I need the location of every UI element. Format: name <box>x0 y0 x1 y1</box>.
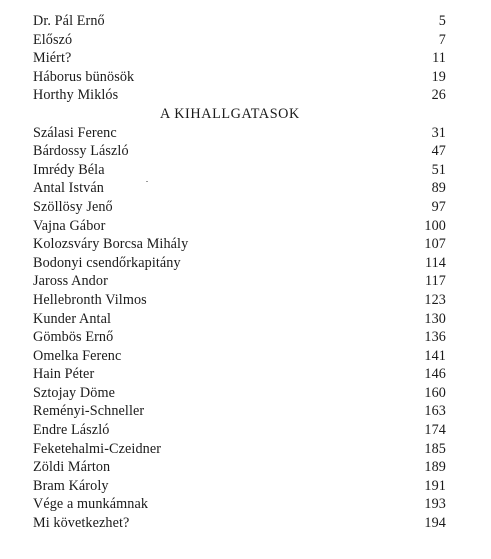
toc-entry-title: Szálasi Ferenc <box>33 124 117 141</box>
toc-entry-title: Mi következhet? <box>33 515 130 532</box>
toc-entry <box>33 477 446 496</box>
toc-entry-page-number: 11 <box>432 50 446 67</box>
toc-entry-title: Bárdossy László <box>33 143 129 160</box>
toc-entry-title: Sztojay Döme <box>33 384 115 401</box>
toc-entry-page-number: 89 <box>431 180 446 197</box>
print-speck <box>146 181 148 182</box>
toc-entry-title: Imrédy Béla <box>33 161 105 178</box>
toc-entry <box>33 12 446 31</box>
toc-entry-page-number: 194 <box>424 515 446 532</box>
toc-entry <box>33 365 446 384</box>
toc-entry <box>33 421 446 440</box>
toc-entry <box>33 458 446 477</box>
toc-entry-title: Antal István <box>33 180 104 197</box>
toc-entry-title: Reményi-Schneller <box>33 403 145 420</box>
table-of-contents <box>33 12 446 533</box>
toc-entry-page-number: 160 <box>424 384 446 401</box>
toc-entry-page-number: 191 <box>424 477 446 494</box>
toc-entry <box>33 31 446 50</box>
toc-entry-page-number: 163 <box>424 403 446 420</box>
toc-entry-title: Kolozsváry Borcsa Mihály <box>33 236 189 253</box>
toc-entry-page-number: 189 <box>424 459 446 476</box>
toc-entry-page-number: 100 <box>424 217 446 234</box>
toc-entry-page-number: 117 <box>424 273 446 290</box>
toc-entry-title: Vajna Gábor <box>33 217 106 234</box>
toc-entry-page-number: 31 <box>431 124 446 141</box>
toc-entry-title: Miért? <box>33 50 72 67</box>
toc-entry <box>33 86 446 105</box>
toc-entry <box>33 198 446 217</box>
toc-entry-page-number: 123 <box>424 291 446 308</box>
toc-entry-title: Endre László <box>33 422 110 439</box>
toc-entry <box>33 440 446 459</box>
toc-entry-page-number: 47 <box>431 143 446 160</box>
toc-entry <box>33 217 446 236</box>
toc-entry-title: Háborus bünösök <box>33 68 135 85</box>
toc-entry-title: Omelka Ferenc <box>33 347 122 364</box>
toc-entry <box>33 161 446 180</box>
toc-entry-page-number: 26 <box>431 87 446 104</box>
toc-entry-page-number: 5 <box>438 13 446 29</box>
toc-entry <box>33 142 446 161</box>
toc-entry <box>33 235 446 254</box>
toc-entry-page-number: 107 <box>424 236 446 253</box>
toc-entry-title: Horthy Miklós <box>33 87 119 104</box>
toc-entry <box>33 402 446 421</box>
toc-entry <box>33 310 446 329</box>
toc-entry-page-number: 130 <box>424 310 446 327</box>
toc-entry-page-number: 193 <box>424 496 446 513</box>
toc-entry <box>33 495 446 514</box>
toc-entry-title: Hain Péter <box>33 366 95 383</box>
toc-entry-title: Bodonyi csendőrkapitány <box>33 254 181 271</box>
toc-entry-title: Zöldi Márton <box>33 459 111 476</box>
toc-entry-title: Bram Károly <box>33 477 109 494</box>
toc-entry-title: Kunder Antal <box>33 310 112 327</box>
toc-entry-page-number: 19 <box>431 68 446 85</box>
toc-entry-page-number: 146 <box>424 366 446 383</box>
toc-entry-page-number: 136 <box>424 329 446 346</box>
toc-entry-title: Gömbös Ernő <box>33 329 114 346</box>
toc-entry-title: Vége a munkámnak <box>33 496 149 513</box>
toc-entry <box>33 179 446 198</box>
toc-entry-title: Szöllösy Jenő <box>33 198 113 215</box>
toc-entry-page-number: 114 <box>424 254 446 271</box>
toc-entry <box>33 272 446 291</box>
toc-entry <box>33 68 446 87</box>
toc-entry-title: Dr. Pál Ernő <box>33 13 105 29</box>
toc-entry-title: Előszó <box>33 31 73 48</box>
toc-entry-page-number: 97 <box>431 198 446 215</box>
toc-entry-title: Jaross Andor <box>33 273 108 290</box>
toc-entry <box>33 254 446 273</box>
toc-entry <box>33 384 446 403</box>
toc-entry <box>33 347 446 366</box>
toc-entry-page-number: 185 <box>424 440 446 457</box>
toc-entry-title: Hellebronth Vilmos <box>33 291 147 308</box>
toc-entry-page-number: 7 <box>438 31 446 48</box>
toc-entry <box>33 291 446 310</box>
toc-entry <box>33 514 446 533</box>
section-heading: A KIHALLGATASOK <box>160 105 300 122</box>
toc-entry <box>33 124 446 143</box>
toc-entry <box>33 49 446 68</box>
toc-section-list <box>33 124 446 533</box>
toc-entry-page-number: 51 <box>431 161 446 178</box>
toc-front-list <box>33 12 446 105</box>
toc-entry <box>33 328 446 347</box>
toc-entry-title: Feketehalmi-Czeidner <box>33 440 162 457</box>
toc-entry-page-number: 141 <box>424 347 446 364</box>
toc-entry-page-number: 174 <box>424 422 446 439</box>
